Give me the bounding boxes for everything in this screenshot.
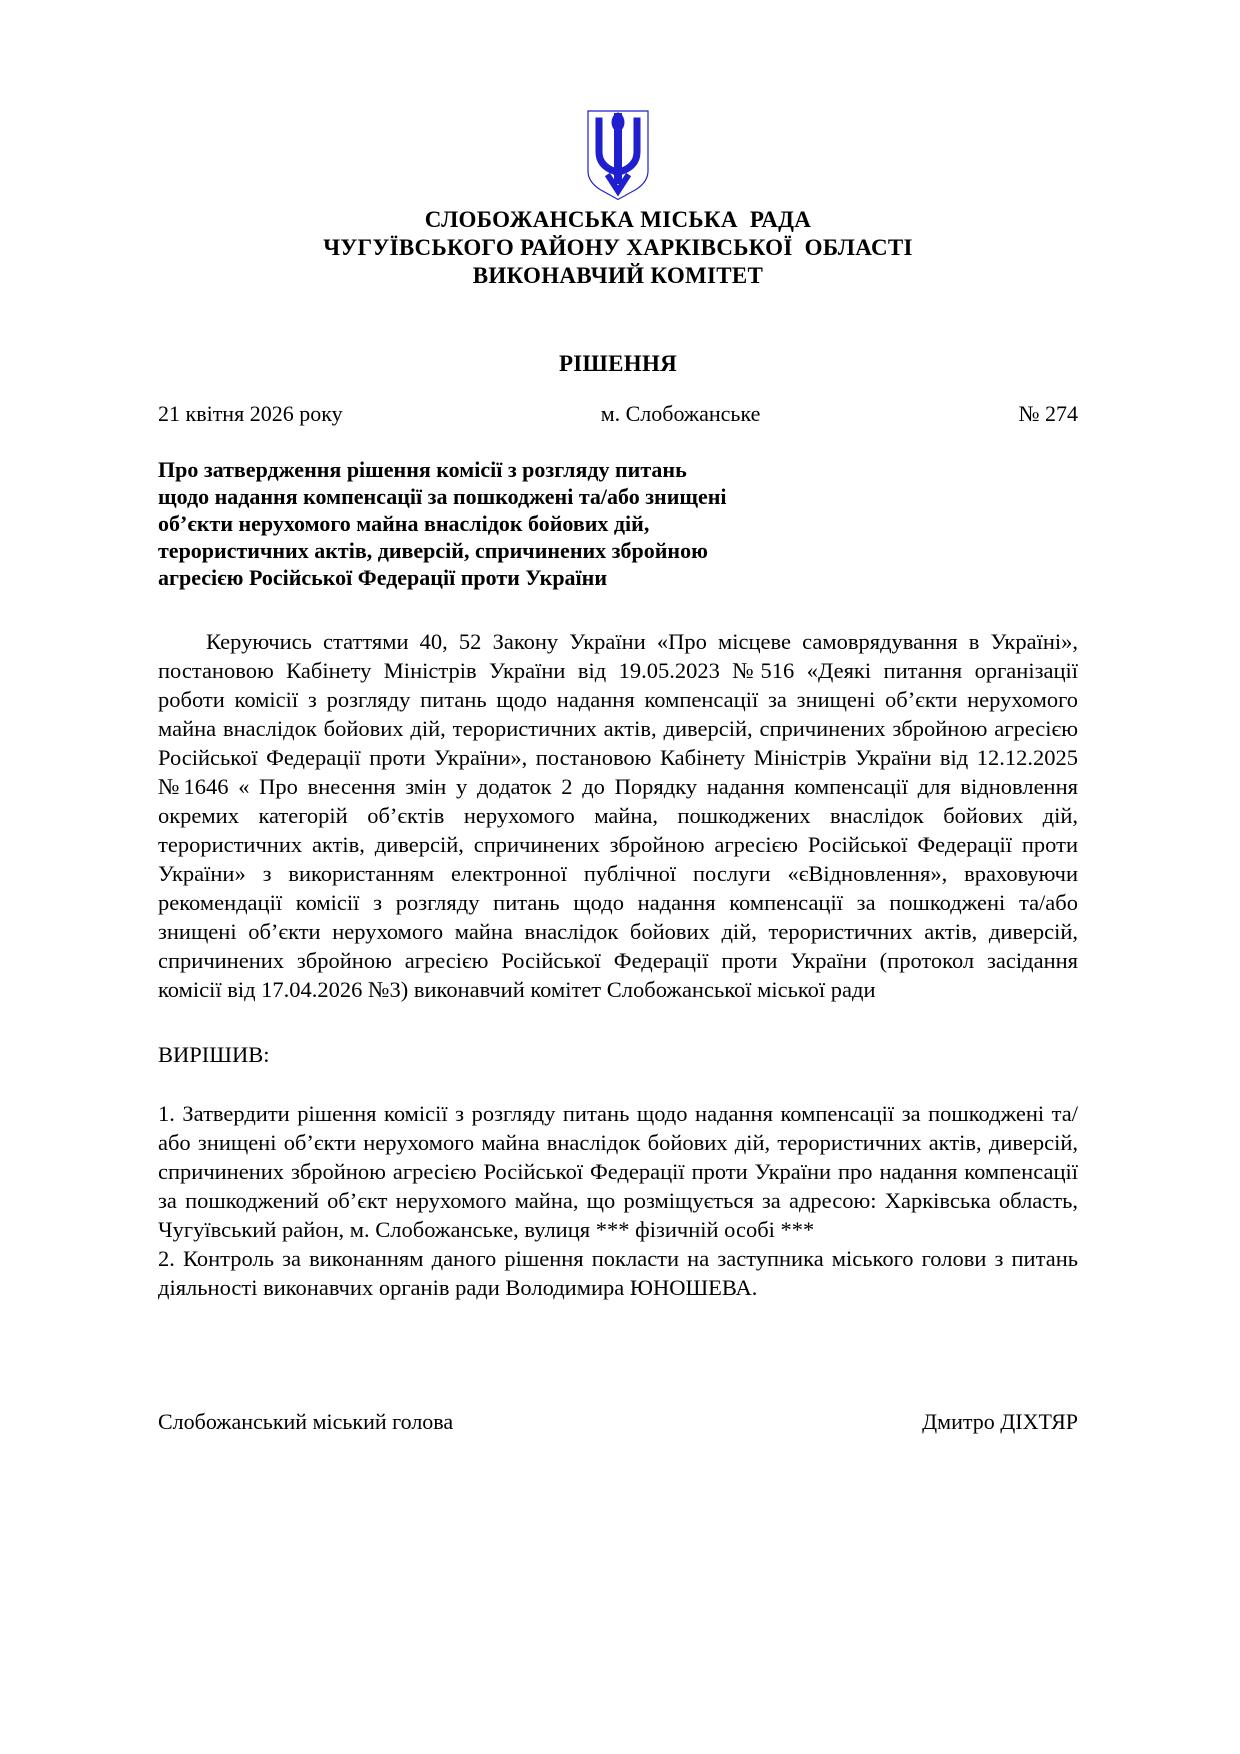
org-name-line: СЛОБОЖАНСЬКА МІСЬКА РАДА	[424, 207, 812, 232]
document-subject	[158, 456, 1078, 591]
trident-emblem-svg	[582, 108, 654, 202]
signature-row	[158, 1408, 1078, 1436]
emblem-trident-glyph	[599, 114, 637, 191]
org-district-line: ЧУГУЇВСЬКОГО РАЙОНУ ХАРКІВСЬКОЇ ОБЛАСТІ	[323, 235, 913, 260]
document-number: № 274	[1018, 401, 1078, 426]
subject-line: терористичних актів, диверсій, спричинених збройною	[158, 538, 708, 563]
subject-line: Про затвердження рішення комісії з розгляду питань	[158, 457, 687, 482]
signature-name: Дмитро ДІХТЯР	[922, 1409, 1078, 1434]
decision-items	[158, 1099, 1078, 1302]
subject-line: об’єкти нерухомого майна внаслідок бойових дій,	[158, 511, 650, 536]
resolved-label: ВИРІШИВ:	[158, 1042, 270, 1067]
subject-line: щодо надання компенсації за пошкоджені та/або знищені	[158, 484, 727, 509]
document-type-title: РІШЕННЯ	[558, 351, 678, 376]
document-meta-row	[158, 400, 1078, 428]
decision-item-1: 1. Затвердити рішення комісії з розгляду питань щодо надання компенсації за пошкоджені та/або знищені об’єкти нерухомого майна внаслідок бойових дій, терористичних актів, диверсій, спричинених збройною агресією Російської Федерації проти України про надання компенсації за пошкоджений об’єкт нерухомого майна, що розміщується за адресою: Харківська область, Чугуївський район, м. Слобожанське, вулиця *** фізичній особі ***	[158, 1101, 1078, 1242]
org-committee-line: ВИКОНАВЧИЙ КОМІТЕТ	[472, 263, 764, 288]
decision-item-2: 2. Контроль за виконанням даного рішення покласти на заступника міського голови з питань діяльності виконавчих органів ради Володимира ЮНОШЕВА.	[158, 1246, 1078, 1300]
document-date: 21 квітня 2026 року	[158, 401, 343, 426]
trident-emblem-icon	[582, 108, 654, 202]
preamble-paragraph: Керуючись статтями 40, 52 Закону України «Про місцеве самоврядування в Україні», постановою Кабінету Міністрів України від 19.05.2023 №516 «Деякі питання організації роботи комісії з розгляду питань щодо надання компенсації за знищені об’єкти нерухомого майна внаслідок бойових дій, терористичних актів, диверсій, спричинених збройною агресією Російської Федерації проти України», постановою Кабінету Міністрів України від 12.12.2025 №1646 « Про внесення змін у додаток 2 до Порядку надання компенсації для відновлення окремих категорій об’єктів нерухомого майна, пошкоджених внаслідок бойових дій, терористичних актів, диверсій, спричинених збройною агресією Російської Федерації проти України» з використанням електронної публічної послуги «єВідновлення», враховуючи рекомендації комісії з розгляду питань щодо надання компенсації за пошкоджені та/або знищені об’єкти нерухомого майна внаслідок бойових дій, терористичних актів, диверсій, спричинених збройною агресією Російської Федерації проти України (протокол засідання комісії від 17.04.2026 №3) виконавчий комітет Слобожанської міської ради	[158, 629, 1078, 1002]
signature-title: Слобожанський міський голова	[158, 1409, 454, 1434]
organization-header	[158, 206, 1078, 290]
document-place: м. Слобожанське	[600, 401, 761, 426]
subject-line: агресією Російської Федерації проти України	[158, 565, 608, 590]
